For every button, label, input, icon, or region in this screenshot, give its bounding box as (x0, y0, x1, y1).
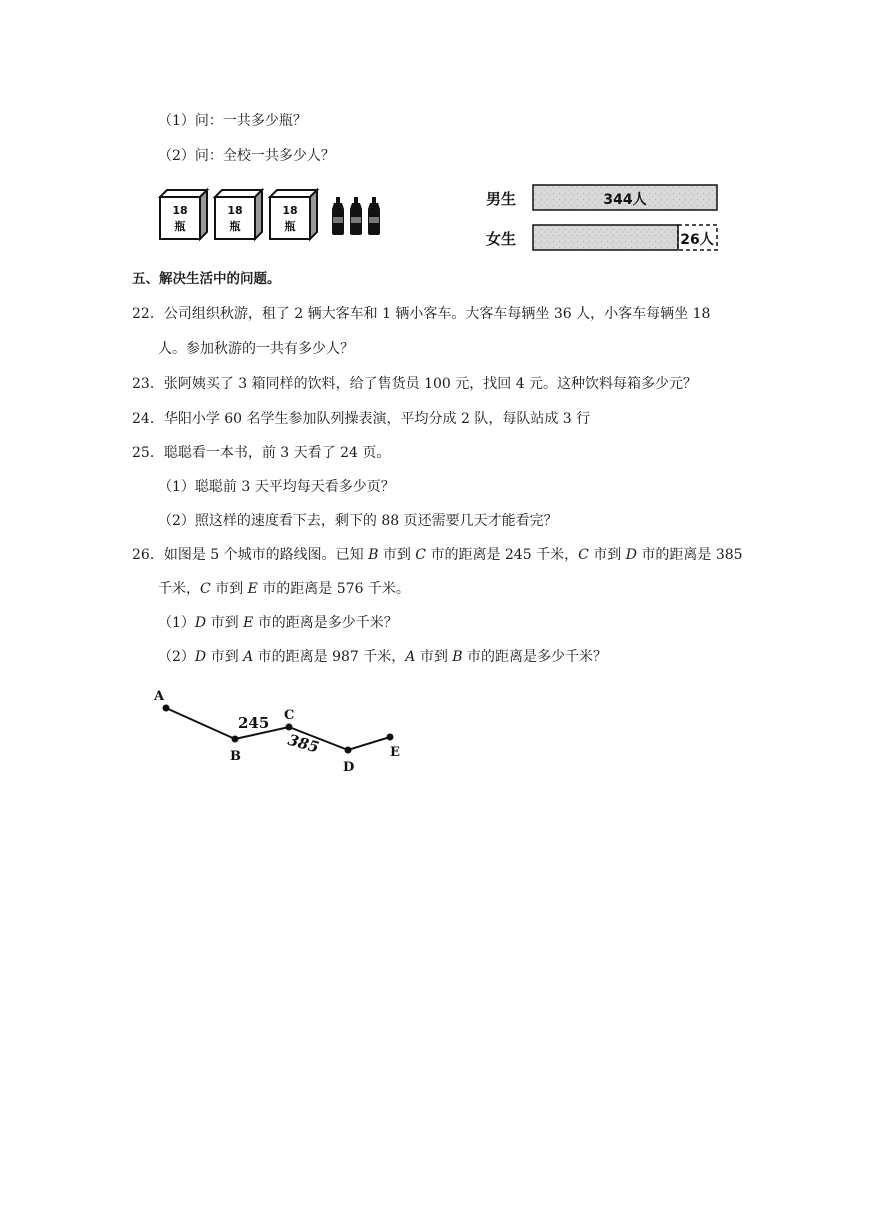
girls-label: 女生 (486, 230, 517, 248)
distance-cd: 385 (285, 730, 321, 757)
bottle-icon (332, 197, 344, 235)
box-3-unit: 瓶 (284, 220, 296, 233)
students-bar-figure (480, 180, 725, 252)
city-a-dot (163, 705, 170, 712)
q26-line1: 26．如图是 5 个城市的路线图。已知 B 市到 C 市的距离是 245 千米，C 市到 D 市的距离是 385 (132, 547, 743, 563)
q21-sub2: （2）问：全校一共多少人？ (158, 148, 335, 164)
q21-sub1: （1）问：一共多少瓶？ (158, 113, 307, 129)
box-2 (215, 190, 262, 239)
box-1 (160, 190, 207, 239)
city-d-label: D (343, 760, 355, 773)
city-b-dot (232, 736, 239, 743)
city-b-label: B (230, 749, 241, 764)
box-2-unit: 瓶 (229, 220, 241, 233)
q26-sub2: （2）D 市到 A 市的距离是 987 千米，A 市到 B 市的距离是多少千米？ (158, 649, 608, 665)
q24-text: 24．华阳小学 60 名学生参加队列操表演，平均分成 2 队，每队站成 3 行 (132, 411, 591, 427)
city-e-label: E (390, 745, 400, 760)
box-3-count: 18 (282, 204, 298, 217)
route-map (145, 683, 415, 773)
girls-difference-value: 26人 (680, 232, 714, 248)
q22-line1: 22．公司组织秋游，租了 2 辆大客车和 1 辆小客车。大客车每辆坐 36 人，小客车每辆坐 18 (132, 306, 711, 322)
route-line (166, 708, 390, 750)
city-a-label: A (154, 689, 165, 704)
q23-text: 23．张阿姨买了 3 箱同样的饮料，给了售货员 100 元，找回 4 元。这种饮料每箱多少元？ (132, 376, 698, 392)
box-3 (270, 190, 317, 239)
q25-sub2: （2）照这样的速度看下去，剩下的 88 页还需要几天才能看完？ (158, 513, 558, 529)
bottle-icon (368, 197, 380, 235)
bottle-icon (350, 197, 362, 235)
q25-sub1: （1）聪聪前 3 天平均每天看多少页？ (158, 479, 395, 495)
city-c-dot (286, 724, 293, 731)
box-1-unit: 瓶 (174, 220, 186, 233)
city-e-dot (387, 734, 394, 741)
box-1-count: 18 (172, 204, 188, 217)
boxes-bottles-figure (155, 185, 395, 245)
girls-bar (533, 225, 678, 250)
q22-line2: 人。参加秋游的一共有多少人？ (158, 341, 354, 357)
distance-bc: 245 (238, 714, 270, 732)
section-heading: 五、解决生活中的问题。 (132, 271, 281, 287)
q26-line2: 千米，C 市到 E 市的距离是 576 千米。 (158, 581, 410, 597)
q25-text: 25．聪聪看一本书，前 3 天看了 24 页。 (132, 445, 391, 461)
city-d-dot (345, 747, 352, 754)
boys-label: 男生 (486, 190, 517, 208)
box-2-count: 18 (227, 204, 243, 217)
city-c-label: C (284, 708, 295, 723)
boys-value: 344人 (603, 192, 647, 208)
q26-sub1: （1）D 市到 E 市的距离是多少千米？ (158, 615, 398, 631)
